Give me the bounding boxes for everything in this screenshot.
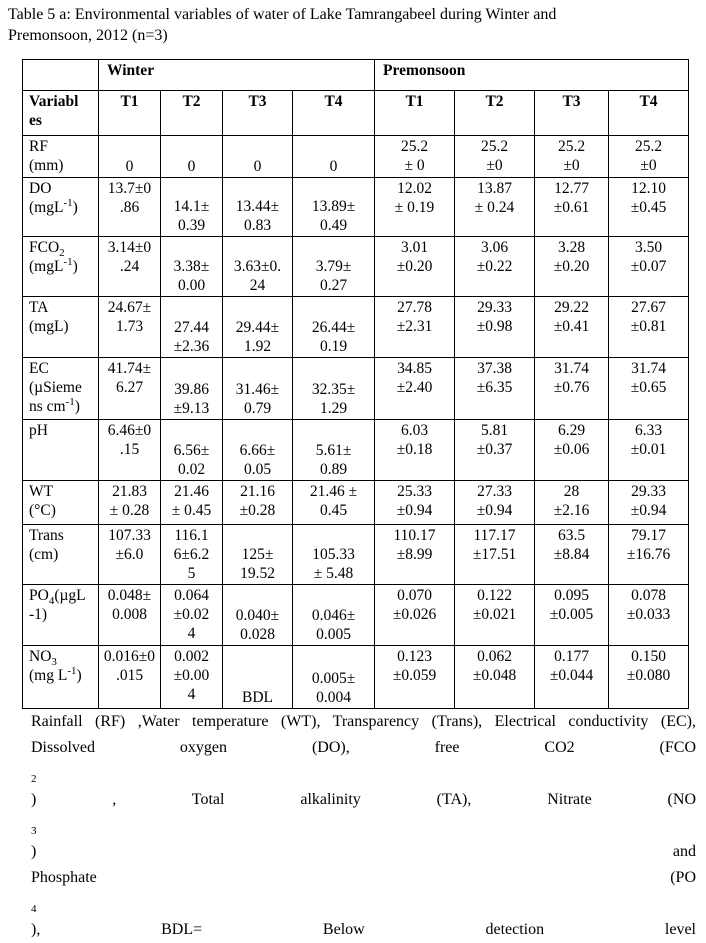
cell-rf-premonsoon-t1: 25.2 ± 0 — [375, 136, 455, 178]
cell-no3-premonsoon-t4: 0.150 ±0.080 — [609, 646, 689, 709]
premonsoon-t4-header: T4 — [609, 91, 689, 136]
cell-fco2-winter-t3: 3.63±0. 24 — [223, 237, 293, 297]
cell-ph-winter-t2: 6.56± 0.02 — [161, 420, 223, 481]
cell-ec-premonsoon-t1: 34.85 ±2.40 — [375, 358, 455, 420]
empty-corner-cell — [23, 60, 99, 91]
cell-po4-premonsoon-t1: 0.070 ±0.026 — [375, 585, 455, 646]
table-row-ta — [23, 297, 689, 358]
season-header-row — [23, 60, 689, 91]
table-row-ec — [23, 358, 689, 420]
row-label-wt: WT (°C) — [23, 481, 99, 525]
cell-wt-winter-t1: 21.83 ± 0.28 — [99, 481, 161, 525]
column-header-row — [23, 91, 689, 136]
cell-no3-winter-t1: 0.016±0 .015 — [99, 646, 161, 709]
cell-po4-winter-t3: 0.040± 0.028 — [223, 585, 293, 646]
table-row-fco2 — [23, 237, 689, 297]
footnote-line-3: Phosphate (PO $_4$ ), BDL= Below detection level — [31, 869, 696, 938]
row-label-ec: EC (µSieme ns $cm^{-1}$) — [23, 358, 99, 420]
cell-ta-premonsoon-t3: 29.22 ±0.41 — [535, 297, 609, 358]
cell-po4-premonsoon-t4: 0.078 ±0.033 — [609, 585, 689, 646]
cell-trans-winter-t3: 125± 19.52 — [223, 525, 293, 585]
premonsoon-t1-header: T1 — [375, 91, 455, 136]
cell-rf-winter-t4: 0 — [293, 136, 375, 178]
premonsoon-header: Premonsoon — [375, 60, 689, 91]
cell-ph-winter-t4: 5.61± 0.89 — [293, 420, 375, 481]
cell-do-winter-t4: 13.89± 0.49 — [293, 178, 375, 237]
premonsoon-t2-header: T2 — [455, 91, 535, 136]
cell-wt-premonsoon-t2: 27.33 ±0.94 — [455, 481, 535, 525]
cell-trans-premonsoon-t1: 110.17 ±8.99 — [375, 525, 455, 585]
cell-rf-premonsoon-t4: 25.2 ±0 — [609, 136, 689, 178]
row-label-rf: RF (mm) — [23, 136, 99, 178]
caption-line-1: Table 5 a: Environmental variables of water of Lake Tamrangabeel during Winter and — [8, 6, 557, 23]
cell-wt-winter-t2: 21.46 ± 0.45 — [161, 481, 223, 525]
winter-header: Winter — [99, 60, 375, 91]
cell-ta-winter-t2: 27.44 ±2.36 — [161, 297, 223, 358]
cell-trans-premonsoon-t2: 117.17 ±17.51 — [455, 525, 535, 585]
winter-t3-header: T3 — [223, 91, 293, 136]
cell-ec-winter-t4: 32.35± 1.29 — [293, 358, 375, 420]
winter-t2-header: T2 — [161, 91, 223, 136]
cell-fco2-winter-t4: 3.79± 0.27 — [293, 237, 375, 297]
cell-ta-premonsoon-t1: 27.78 ±2.31 — [375, 297, 455, 358]
cell-trans-winter-t1: 107.33 ±6.0 — [99, 525, 161, 585]
cell-ph-premonsoon-t2: 5.81 ±0.37 — [455, 420, 535, 481]
cell-po4-winter-t1: 0.048± 0.008 — [99, 585, 161, 646]
row-label-trans: Trans (cm) — [23, 525, 99, 585]
cell-ta-winter-t4: 26.44± 0.19 — [293, 297, 375, 358]
cell-ph-premonsoon-t3: 6.29 ±0.06 — [535, 420, 609, 481]
cell-wt-premonsoon-t4: 29.33 ±0.94 — [609, 481, 689, 525]
cell-do-premonsoon-t2: 13.87 ± 0.24 — [455, 178, 535, 237]
cell-no3-premonsoon-t2: 0.062 ±0.048 — [455, 646, 535, 709]
table-row-rf — [23, 136, 689, 178]
winter-t4-header: T4 — [293, 91, 375, 136]
cell-wt-premonsoon-t1: 25.33 ±0.94 — [375, 481, 455, 525]
cell-wt-winter-t3: 21.16 ±0.28 — [223, 481, 293, 525]
environmental-variables-table — [22, 59, 689, 709]
table-caption — [8, 4, 698, 46]
cell-wt-premonsoon-t3: 28 ±2.16 — [535, 481, 609, 525]
cell-fco2-premonsoon-t4: 3.50 ±0.07 — [609, 237, 689, 297]
caption-line-2: Premonsoon, 2012 (n=3) — [8, 27, 168, 44]
cell-do-premonsoon-t4: 12.10 ±0.45 — [609, 178, 689, 237]
cell-ta-premonsoon-t2: 29.33 ±0.98 — [455, 297, 535, 358]
cell-fco2-winter-t1: 3.14±0 .24 — [99, 237, 161, 297]
cell-do-winter-t2: 14.1± 0.39 — [161, 178, 223, 237]
cell-wt-winter-t4: 21.46 ± 0.45 — [293, 481, 375, 525]
cell-rf-winter-t2: 0 — [161, 136, 223, 178]
row-label-ta: TA (mgL) — [23, 297, 99, 358]
cell-no3-winter-t3: BDL — [223, 646, 293, 709]
winter-t1-header: T1 — [99, 91, 161, 136]
cell-do-premonsoon-t1: 12.02 ± 0.19 — [375, 178, 455, 237]
cell-po4-winter-t2: 0.064 ±0.02 4 — [161, 585, 223, 646]
cell-do-winter-t1: 13.7±0 .86 — [99, 178, 161, 237]
row-label-ph: pH — [23, 420, 99, 481]
cell-po4-winter-t4: 0.046± 0.005 — [293, 585, 375, 646]
table-row-po4 — [23, 585, 689, 646]
table-row-wt — [23, 481, 689, 525]
cell-do-winter-t3: 13.44± 0.83 — [223, 178, 293, 237]
cell-po4-premonsoon-t3: 0.095 ±0.005 — [535, 585, 609, 646]
cell-do-premonsoon-t3: 12.77 ±0.61 — [535, 178, 609, 237]
table-row-ph — [23, 420, 689, 481]
cell-ph-winter-t3: 6.66± 0.05 — [223, 420, 293, 481]
cell-ec-winter-t2: 39.86 ±9.13 — [161, 358, 223, 420]
table-row-trans — [23, 525, 689, 585]
table-row-no3 — [23, 646, 689, 709]
cell-rf-premonsoon-t2: 25.2 ±0 — [455, 136, 535, 178]
footnote-line-2: Dissolved oxygen (DO), free CO2 (FCO $_2$ ) , Total alkalinity (TA), Nitrate (NO $_3$ ) and — [31, 739, 696, 860]
cell-po4-premonsoon-t2: 0.122 ±0.021 — [455, 585, 535, 646]
premonsoon-t3-header: T3 — [535, 91, 609, 136]
cell-trans-winter-t4: 105.33 ± 5.48 — [293, 525, 375, 585]
cell-fco2-premonsoon-t1: 3.01 ±0.20 — [375, 237, 455, 297]
cell-ph-premonsoon-t1: 6.03 ±0.18 — [375, 420, 455, 481]
cell-ta-winter-t1: 24.67± 1.73 — [99, 297, 161, 358]
cell-no3-premonsoon-t1: 0.123 ±0.059 — [375, 646, 455, 709]
variables-header: Variabl es — [23, 91, 99, 136]
cell-ta-winter-t3: 29.44± 1.92 — [223, 297, 293, 358]
cell-fco2-winter-t2: 3.38± 0.00 — [161, 237, 223, 297]
cell-ec-premonsoon-t3: 31.74 ±0.76 — [535, 358, 609, 420]
row-label-fco2: $FCO_2$ (mgL$^{-1}$) — [23, 237, 99, 297]
cell-fco2-premonsoon-t2: 3.06 ±0.22 — [455, 237, 535, 297]
row-label-do: DO (mgL$^{-1}$) — [23, 178, 99, 237]
cell-ec-winter-t3: 31.46± 0.79 — [223, 358, 293, 420]
cell-ec-premonsoon-t2: 37.38 ±6.35 — [455, 358, 535, 420]
cell-no3-winter-t4: 0.005± 0.004 — [293, 646, 375, 709]
cell-ec-winter-t1: 41.74± 6.27 — [99, 358, 161, 420]
cell-ph-premonsoon-t4: 6.33 ±0.01 — [609, 420, 689, 481]
cell-trans-premonsoon-t3: 63.5 ±8.84 — [535, 525, 609, 585]
cell-trans-winter-t2: 116.1 6±6.2 5 — [161, 525, 223, 585]
row-label-po4: $PO_4(\mu gL$ -1) — [23, 585, 99, 646]
cell-ta-premonsoon-t4: 27.67 ±0.81 — [609, 297, 689, 358]
cell-rf-winter-t3: 0 — [223, 136, 293, 178]
cell-fco2-premonsoon-t3: 3.28 ±0.20 — [535, 237, 609, 297]
cell-rf-winter-t1: 0 — [99, 136, 161, 178]
cell-ec-premonsoon-t4: 31.74 ±0.65 — [609, 358, 689, 420]
row-label-no3: $NO_3$ (mg $L^{-1}$) — [23, 646, 99, 709]
cell-trans-premonsoon-t4: 79.17 ±16.76 — [609, 525, 689, 585]
cell-ph-winter-t1: 6.46±0 .15 — [99, 420, 161, 481]
cell-no3-premonsoon-t3: 0.177 ±0.044 — [535, 646, 609, 709]
cell-no3-winter-t2: 0.002 ±0.00 4 — [161, 646, 223, 709]
footnote-line-1: Rainfall (RF) ,Water temperature (WT), Transparency (Trans), Electrical conductivity (EC), — [31, 713, 696, 730]
cell-rf-premonsoon-t3: 25.2 ±0 — [535, 136, 609, 178]
table-row-do — [23, 178, 689, 237]
table-footnote — [31, 709, 696, 943]
